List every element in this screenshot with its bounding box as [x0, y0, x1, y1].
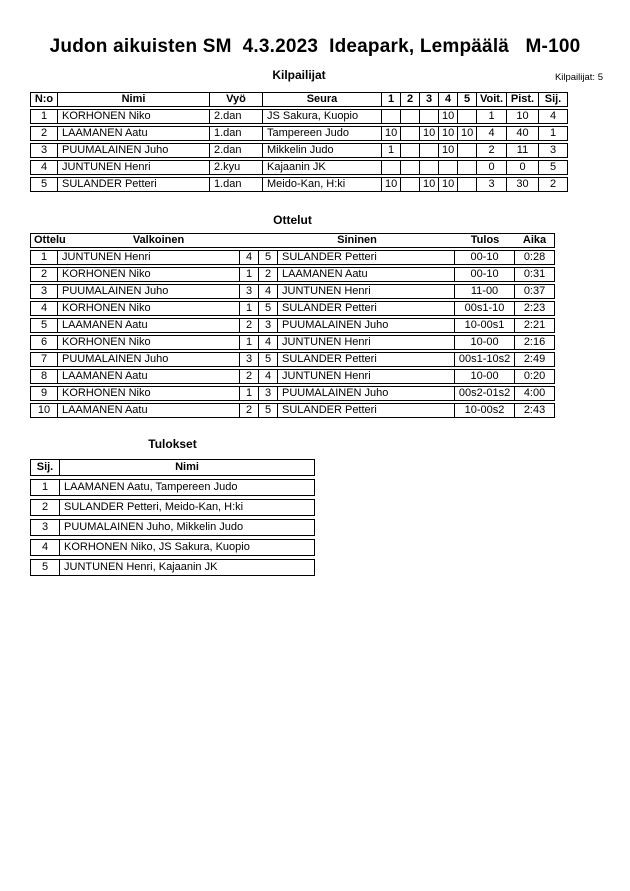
cell-white-name: JUNTUNEN Henri [58, 250, 240, 265]
cell-belt: 2.kyu [210, 160, 263, 175]
col-header-match: Ottelu [30, 233, 58, 248]
cell-score-2 [401, 160, 420, 175]
cell-score-3 [420, 160, 439, 175]
cell-wins: 2 [477, 143, 507, 158]
competitors-header-row [30, 92, 568, 107]
col-header-name: Nimi [58, 92, 210, 107]
cell-time: 0:28 [515, 250, 555, 265]
cell-points: 11 [507, 143, 539, 158]
competitor-row [30, 143, 568, 158]
cell-points: 10 [507, 109, 539, 124]
cell-name: SULANDER Petteri [58, 177, 210, 192]
matches-header-row [30, 233, 555, 248]
cell-place: 4 [30, 539, 60, 556]
cell-place: 3 [30, 519, 60, 536]
col-header-result: Tulos [455, 233, 515, 248]
cell-name: KORHONEN Niko [58, 109, 210, 124]
match-row [30, 403, 555, 418]
col-header-club: Seura [263, 92, 382, 107]
cell-place: 2 [30, 499, 60, 516]
cell-match-no: 2 [30, 267, 58, 282]
cell-no: 3 [30, 143, 58, 158]
cell-place: 1 [539, 126, 568, 141]
cell-score-2 [401, 177, 420, 192]
results-heading: Tulokset [148, 437, 197, 451]
cell-white-no: 1 [240, 335, 259, 350]
cell-match-no: 10 [30, 403, 58, 418]
cell-score-4 [439, 160, 458, 175]
cell-result: 00s1-10s2 [455, 352, 515, 367]
cell-no: 4 [30, 160, 58, 175]
cell-score-5 [458, 160, 477, 175]
competitor-row [30, 177, 568, 192]
result-row [30, 499, 315, 516]
match-row [30, 301, 555, 316]
cell-blue-name: PUUMALAINEN Juho [278, 318, 455, 333]
results-header-row [30, 459, 315, 476]
cell-result: 00-10 [455, 267, 515, 282]
cell-belt: 1.dan [210, 177, 263, 192]
cell-match-no: 9 [30, 386, 58, 401]
page-title: Judon aikuisten SM 4.3.2023 Ideapark, Lempäälä M-100 [49, 36, 581, 57]
cell-club: Meido-Kan, H:ki [263, 177, 382, 192]
cell-wins: 3 [477, 177, 507, 192]
cell-score-3 [420, 109, 439, 124]
col-header-score-1: 1 [382, 92, 401, 107]
cell-place: 1 [30, 479, 60, 496]
cell-time: 0:20 [515, 369, 555, 384]
cell-white-no: 1 [240, 386, 259, 401]
col-header-points: Pist. [507, 92, 539, 107]
cell-blue-no: 2 [259, 267, 278, 282]
cell-name: JUNTUNEN Henri [58, 160, 210, 175]
cell-name: LAAMANEN Aatu [58, 126, 210, 141]
cell-result: 00s1-10 [455, 301, 515, 316]
cell-score-2 [401, 126, 420, 141]
cell-score-5 [458, 177, 477, 192]
cell-white-no: 4 [240, 250, 259, 265]
competitors-count-label: Kilpailijat: 5 [554, 72, 603, 83]
cell-name: KORHONEN Niko, JS Sakura, Kuopio [60, 539, 315, 556]
cell-no: 1 [30, 109, 58, 124]
cell-time: 2:21 [515, 318, 555, 333]
col-header-time: Aika [515, 233, 555, 248]
cell-place: 3 [539, 143, 568, 158]
cell-name: PUUMALAINEN Juho, Mikkelin Judo [60, 519, 315, 536]
result-row [30, 559, 315, 576]
col-header-no: N:o [30, 92, 58, 107]
cell-score-3: 10 [420, 177, 439, 192]
cell-score-1: 1 [382, 143, 401, 158]
cell-score-1 [382, 160, 401, 175]
cell-score-5 [458, 143, 477, 158]
col-header-score-2: 2 [401, 92, 420, 107]
col-header-place: Sij. [30, 459, 60, 476]
match-row [30, 335, 555, 350]
cell-white-no: 3 [240, 284, 259, 299]
cell-white-name: KORHONEN Niko [58, 386, 240, 401]
cell-points: 30 [507, 177, 539, 192]
cell-points: 40 [507, 126, 539, 141]
cell-match-no: 3 [30, 284, 58, 299]
cell-blue-no: 3 [259, 386, 278, 401]
cell-blue-no: 4 [259, 284, 278, 299]
cell-no: 5 [30, 177, 58, 192]
cell-blue-no: 5 [259, 352, 278, 367]
match-row [30, 386, 555, 401]
cell-result: 10-00 [455, 369, 515, 384]
cell-white-no: 3 [240, 352, 259, 367]
cell-result: 10-00s1 [455, 318, 515, 333]
cell-match-no: 8 [30, 369, 58, 384]
cell-points: 0 [507, 160, 539, 175]
cell-blue-name: SULANDER Petteri [278, 301, 455, 316]
cell-time: 0:31 [515, 267, 555, 282]
cell-place: 5 [30, 559, 60, 576]
cell-score-4: 10 [439, 109, 458, 124]
cell-time: 2:49 [515, 352, 555, 367]
col-header-score-3: 3 [420, 92, 439, 107]
cell-blue-no: 4 [259, 369, 278, 384]
col-header-score-4: 4 [439, 92, 458, 107]
cell-time: 0:37 [515, 284, 555, 299]
cell-blue-name: PUUMALAINEN Juho [278, 386, 455, 401]
cell-score-2 [401, 143, 420, 158]
match-row [30, 284, 555, 299]
cell-white-name: PUUMALAINEN Juho [58, 284, 240, 299]
col-header-place: Sij. [539, 92, 568, 107]
cell-place: 4 [539, 109, 568, 124]
cell-score-1: 10 [382, 126, 401, 141]
cell-place: 5 [539, 160, 568, 175]
matches-heading: Ottelut [273, 213, 312, 227]
cell-score-3: 10 [420, 126, 439, 141]
cell-white-no: 2 [240, 318, 259, 333]
col-header-blue: Sininen [259, 233, 455, 248]
cell-blue-no: 5 [259, 250, 278, 265]
competitor-row [30, 109, 568, 124]
competitor-row [30, 126, 568, 141]
competitors-heading-row [0, 68, 630, 85]
result-row [30, 519, 315, 536]
cell-belt: 2.dan [210, 109, 263, 124]
cell-white-name: LAAMANEN Aatu [58, 369, 240, 384]
cell-wins: 1 [477, 109, 507, 124]
match-row [30, 369, 555, 384]
cell-match-no: 6 [30, 335, 58, 350]
cell-score-1 [382, 109, 401, 124]
cell-place: 2 [539, 177, 568, 192]
cell-club: Kajaanin JK [263, 160, 382, 175]
cell-white-name: PUUMALAINEN Juho [58, 352, 240, 367]
cell-white-name: KORHONEN Niko [58, 301, 240, 316]
cell-blue-name: SULANDER Petteri [278, 403, 455, 418]
cell-score-4: 10 [439, 126, 458, 141]
result-row [30, 539, 315, 556]
cell-white-no: 2 [240, 369, 259, 384]
cell-name: SULANDER Petteri, Meido-Kan, H:ki [60, 499, 315, 516]
cell-name: JUNTUNEN Henri, Kajaanin JK [60, 559, 315, 576]
cell-match-no: 1 [30, 250, 58, 265]
competitors-heading: Kilpailijat [272, 68, 326, 82]
cell-blue-name: SULANDER Petteri [278, 352, 455, 367]
col-header-white: Valkoinen [58, 233, 259, 248]
cell-result: 11-00 [455, 284, 515, 299]
cell-blue-no: 5 [259, 403, 278, 418]
cell-blue-name: JUNTUNEN Henri [278, 369, 455, 384]
cell-result: 00s2-01s2 [455, 386, 515, 401]
cell-score-3 [420, 143, 439, 158]
results-table [30, 456, 315, 579]
cell-result: 00-10 [455, 250, 515, 265]
competitors-table [30, 90, 568, 194]
cell-white-no: 1 [240, 267, 259, 282]
cell-name: LAAMANEN Aatu, Tampereen Judo [60, 479, 315, 496]
cell-score-5: 10 [458, 126, 477, 141]
cell-wins: 4 [477, 126, 507, 141]
cell-blue-name: JUNTUNEN Henri [278, 284, 455, 299]
matches-table [30, 231, 555, 420]
cell-white-no: 1 [240, 301, 259, 316]
cell-white-name: KORHONEN Niko [58, 267, 240, 282]
cell-blue-no: 5 [259, 301, 278, 316]
cell-score-4: 10 [439, 143, 458, 158]
cell-club: Tampereen Judo [263, 126, 382, 141]
cell-white-no: 2 [240, 403, 259, 418]
cell-blue-no: 3 [259, 318, 278, 333]
match-row [30, 267, 555, 282]
cell-club: JS Sakura, Kuopio [263, 109, 382, 124]
cell-time: 4:00 [515, 386, 555, 401]
cell-result: 10-00s2 [455, 403, 515, 418]
cell-club: Mikkelin Judo [263, 143, 382, 158]
col-header-belt: Vyö [210, 92, 263, 107]
col-header-score-5: 5 [458, 92, 477, 107]
cell-score-1: 10 [382, 177, 401, 192]
cell-belt: 2.dan [210, 143, 263, 158]
cell-match-no: 4 [30, 301, 58, 316]
result-row [30, 479, 315, 496]
cell-white-name: KORHONEN Niko [58, 335, 240, 350]
cell-score-4: 10 [439, 177, 458, 192]
cell-score-2 [401, 109, 420, 124]
cell-name: PUUMALAINEN Juho [58, 143, 210, 158]
cell-time: 2:23 [515, 301, 555, 316]
cell-match-no: 5 [30, 318, 58, 333]
cell-belt: 1.dan [210, 126, 263, 141]
competitor-row [30, 160, 568, 175]
cell-no: 2 [30, 126, 58, 141]
cell-blue-name: LAAMANEN Aatu [278, 267, 455, 282]
match-row [30, 318, 555, 333]
cell-white-name: LAAMANEN Aatu [58, 403, 240, 418]
cell-blue-name: SULANDER Petteri [278, 250, 455, 265]
match-row [30, 352, 555, 367]
cell-white-name: LAAMANEN Aatu [58, 318, 240, 333]
match-row [30, 250, 555, 265]
cell-time: 2:16 [515, 335, 555, 350]
cell-score-5 [458, 109, 477, 124]
col-header-name: Nimi [60, 459, 315, 476]
col-header-wins: Voit. [477, 92, 507, 107]
cell-time: 2:43 [515, 403, 555, 418]
cell-result: 10-00 [455, 335, 515, 350]
cell-blue-name: JUNTUNEN Henri [278, 335, 455, 350]
cell-wins: 0 [477, 160, 507, 175]
cell-match-no: 7 [30, 352, 58, 367]
cell-blue-no: 4 [259, 335, 278, 350]
